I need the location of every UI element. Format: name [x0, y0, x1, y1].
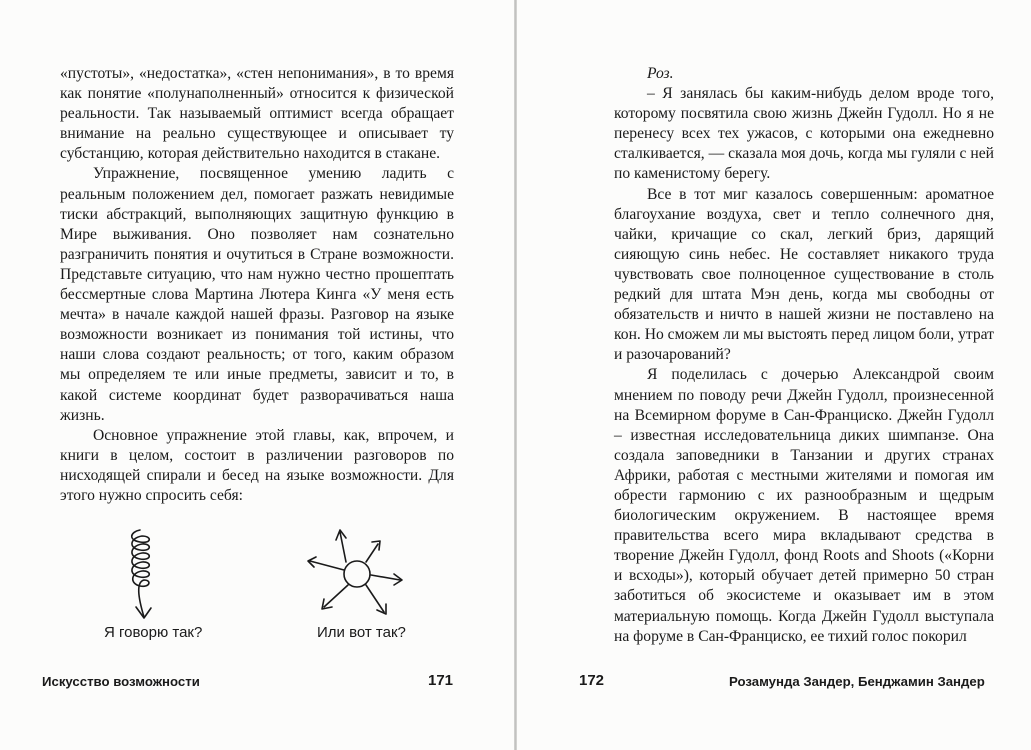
downward-spiral-icon: [132, 530, 150, 617]
paragraph: Я поделилась с дочерью Александрой своим мнением по поводу речи Джейн Гудолл, произнесенной на Всемирном форуме в Сан-Франциско. Джейн Гудолл – известная исследовательница диких шимпанзе. Она создала заповедники в Танзании и других странах Африки, работая с местными жителями и помогая им обрести гармонию с их разнообразным и щедрым биологическим окружением. В настоящее время правительства всего мира вкладывают средства в творение Джейн Гудолл, фонд Roots and Shoots («Корни и всходы»), который обучает детей примерно 50 стран заботиться об экосистеме и оказывает им в этом материальную помощь. Когда Джейн Гудолл выступала на форуме в Сан-Франциско, ее тихий голос покорил: [614, 366, 994, 645]
caption-spiral: Я говорю так?: [104, 624, 203, 641]
running-footer-authors: Розамунда Зандер, Бенджамин Зандер: [729, 674, 985, 689]
salutation: Роз.: [647, 65, 674, 82]
caption-sun: Или вот так?: [317, 624, 406, 641]
paragraph: – Я занялась бы каким-нибудь делом вроде того, которому посвятила свою жизнь Джейн Гудолл. Но я не перенесу всех тех ужасов, с которыми она ежедневно сталкивается, — сказала моя дочь, когда мы гуляли с ней по каменистому берегу.: [614, 85, 994, 183]
paragraph: Все в тот миг казалось совершенным: ароматное благоухание воздуха, свет и тепло солнечного дня, чайки, кричащие со скал, легкий бриз, дарящий сияющую синь небес. Не составляет никакого труда чувствовать свое полноценное существование в столь редкий для штата Мэн день, когда мы свободны от обязательств и ничто в нашей жизни не поставлено на кон. Но сможем ли мы выстоять перед лицом боли, утрат и разочарований?: [614, 185, 994, 364]
right-page: [517, 0, 1031, 750]
left-page-body: [60, 64, 454, 506]
page-number: 171: [428, 672, 454, 689]
sun-circle-icon: [344, 561, 370, 587]
spiral-vs-sun-figure: [60, 512, 454, 652]
right-page-body: [614, 64, 994, 647]
paragraph: «пустоты», «недостатка», «стен непонимания», в то время как понятие «полунаполненный» относится к физической реальности. Так называемый оптимист всегда обращает внимание на реально существующее и описывает ту субстанцию, которая действительно находится в стакане.: [60, 65, 454, 163]
paragraph: Упражнение, посвященное умению ладить с реальным положением дел, помогает разжать невидимые тиски абстракций, выполняющих защитную функцию в Мире выживания. Оно позволяет нам сознательно разграничить понятия и очутиться в Стране возможности. Представьте ситуацию, что нам нужно честно прошептать бессмертные слова Мартина Лютера Кинга «У меня есть мечта» в начале каждой нашей фразы. Разговор на языке возможности возникает из понимания той истины, что наши слова создают реальность; от того, каким образом мы определяем те или иные предметы, зависит и то, в какой системе координат будет разворачиваться наша жизнь.: [60, 165, 454, 424]
outward-arrows-icon: [308, 530, 402, 614]
paragraph: Основное упражнение этой главы, как, впрочем, и книги в целом, состоит в различении разговоров по нисходящей спирали и бесед на языке возможности. Для этого нужно спросить себя:: [60, 426, 454, 504]
left-page: [0, 0, 514, 750]
running-footer-title: Искусство возможности: [42, 674, 200, 689]
page-number: 172: [579, 672, 605, 689]
